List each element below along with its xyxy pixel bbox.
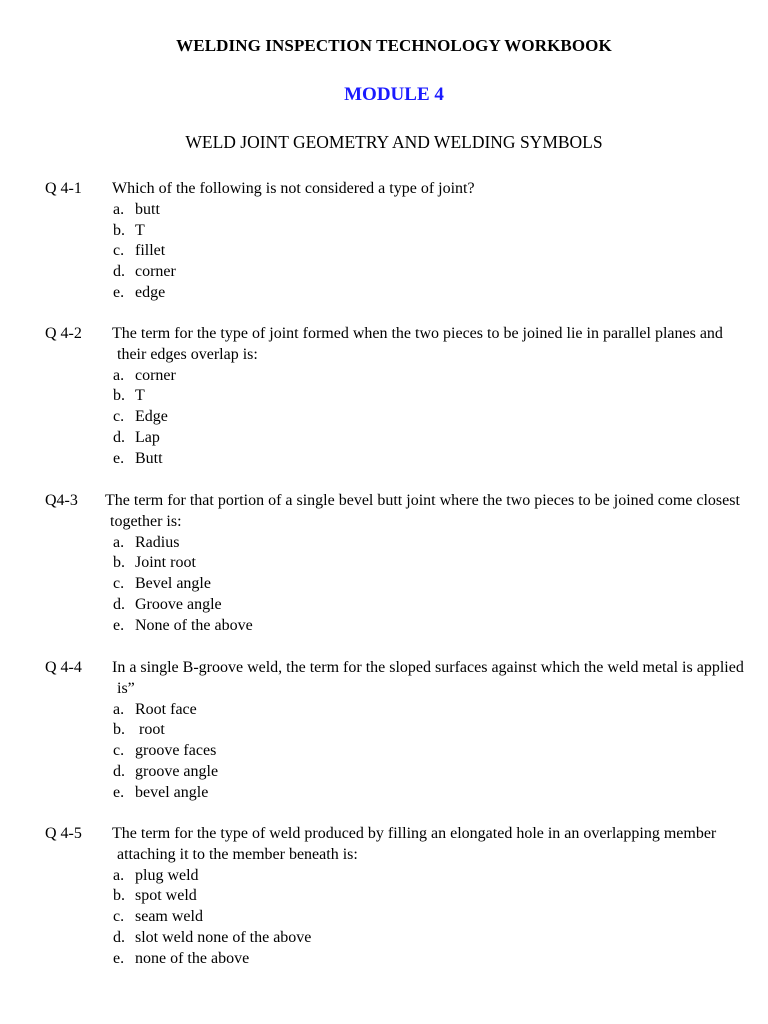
option-letter: d.	[113, 263, 125, 281]
answer-option	[45, 262, 755, 283]
option-letter: a.	[113, 200, 125, 218]
option-letter: c.	[113, 908, 125, 926]
question-4-4	[45, 658, 755, 804]
answer-option	[45, 928, 755, 949]
question-4-1	[45, 179, 755, 304]
answer-option	[45, 907, 755, 928]
question-number: Q 4-4	[45, 659, 82, 676]
answer-options	[45, 200, 755, 304]
answer-option	[45, 866, 755, 887]
option-text: T	[135, 221, 145, 239]
option-letter: d.	[113, 595, 125, 613]
option-text: corner	[135, 263, 176, 281]
option-letter: c.	[113, 242, 125, 260]
option-letter: d.	[113, 762, 125, 780]
option-text: Radius	[135, 533, 180, 551]
answer-options	[45, 366, 755, 470]
question-4-2	[45, 324, 755, 470]
answer-options	[45, 533, 755, 637]
option-letter: e.	[113, 616, 125, 634]
option-text: corner	[135, 366, 176, 384]
answer-option	[45, 741, 755, 762]
question-4-5	[45, 824, 755, 970]
answer-option	[45, 574, 755, 595]
module-title: MODULE 4	[344, 84, 444, 105]
option-text: Joint root	[135, 554, 196, 572]
answer-option	[45, 386, 755, 407]
answer-option	[45, 533, 755, 554]
option-text: none of the above	[135, 949, 250, 967]
option-text: seam weld	[135, 908, 203, 926]
option-letter: c.	[113, 742, 125, 760]
option-text: None of the above	[135, 616, 253, 634]
option-letter: b.	[113, 721, 125, 739]
option-text: slot weld none of the above	[135, 928, 312, 946]
answer-option	[45, 949, 755, 970]
option-letter: c.	[113, 408, 125, 426]
question-number: Q 4-2	[45, 325, 82, 342]
option-letter: b.	[113, 887, 125, 905]
answer-option	[45, 762, 755, 783]
option-text: Butt	[135, 449, 163, 467]
answer-option	[45, 553, 755, 574]
answer-options	[45, 700, 755, 804]
answer-option	[45, 700, 755, 721]
answer-option	[45, 595, 755, 616]
answer-option	[45, 221, 755, 242]
option-text: T	[135, 387, 145, 405]
question-text: Which of the following is not considered a type of joint?	[112, 180, 475, 197]
option-text: groove angle	[135, 762, 219, 780]
option-letter: e.	[113, 449, 125, 467]
question-text: The term for the type of weld produced by filling an elongated hole in an overlapping member attaching it to the member beneath is:	[112, 825, 717, 863]
workbook-title: WELDING INSPECTION TECHNOLOGY WORKBOOK	[176, 36, 612, 55]
answer-option	[45, 366, 755, 387]
option-text: bevel angle	[135, 783, 209, 801]
answer-option	[45, 886, 755, 907]
option-letter: a.	[113, 700, 125, 718]
question-number: Q 4-5	[45, 825, 82, 842]
question-text: The term for that portion of a single bevel butt joint where the two pieces to be joined come closest together is:	[105, 492, 740, 530]
option-letter: b.	[113, 387, 125, 405]
answer-option	[45, 407, 755, 428]
answer-options	[45, 866, 755, 970]
answer-option	[45, 200, 755, 221]
option-letter: e.	[113, 949, 125, 967]
question-number: Q4-3	[45, 492, 78, 509]
answer-option	[45, 616, 755, 637]
question-4-3	[45, 491, 755, 637]
answer-option	[45, 720, 755, 741]
answer-option	[45, 428, 755, 449]
option-text: butt	[135, 200, 160, 218]
question-number: Q 4-1	[45, 180, 82, 197]
option-letter: d.	[113, 428, 125, 446]
option-text: plug weld	[135, 866, 199, 884]
option-text: root	[135, 721, 165, 739]
option-text: Lap	[135, 428, 160, 446]
option-letter: b.	[113, 554, 125, 572]
question-text: In a single B-groove weld, the term for the sloped surfaces against which the weld metal is applied is”	[112, 659, 744, 697]
option-letter: c.	[113, 575, 125, 593]
option-text: spot weld	[135, 887, 197, 905]
option-text: Bevel angle	[135, 575, 211, 593]
option-letter: e.	[113, 283, 125, 301]
answer-option	[45, 783, 755, 804]
option-letter: a.	[113, 866, 125, 884]
section-title: WELD JOINT GEOMETRY AND WELDING SYMBOLS	[185, 132, 603, 152]
option-text: fillet	[135, 242, 166, 260]
option-letter: b.	[113, 221, 125, 239]
option-letter: d.	[113, 928, 125, 946]
option-letter: e.	[113, 783, 125, 801]
question-text: The term for the type of joint formed when the two pieces to be joined lie in parallel planes and their edges overlap is:	[112, 325, 723, 363]
answer-option	[45, 241, 755, 262]
answer-option	[45, 283, 755, 304]
option-text: groove faces	[135, 742, 217, 760]
option-text: Groove angle	[135, 595, 222, 613]
option-text: Root face	[135, 700, 197, 718]
answer-option	[45, 449, 755, 470]
option-letter: a.	[113, 533, 125, 551]
option-letter: a.	[113, 366, 125, 384]
option-text: edge	[135, 283, 166, 301]
option-text: Edge	[135, 408, 168, 426]
